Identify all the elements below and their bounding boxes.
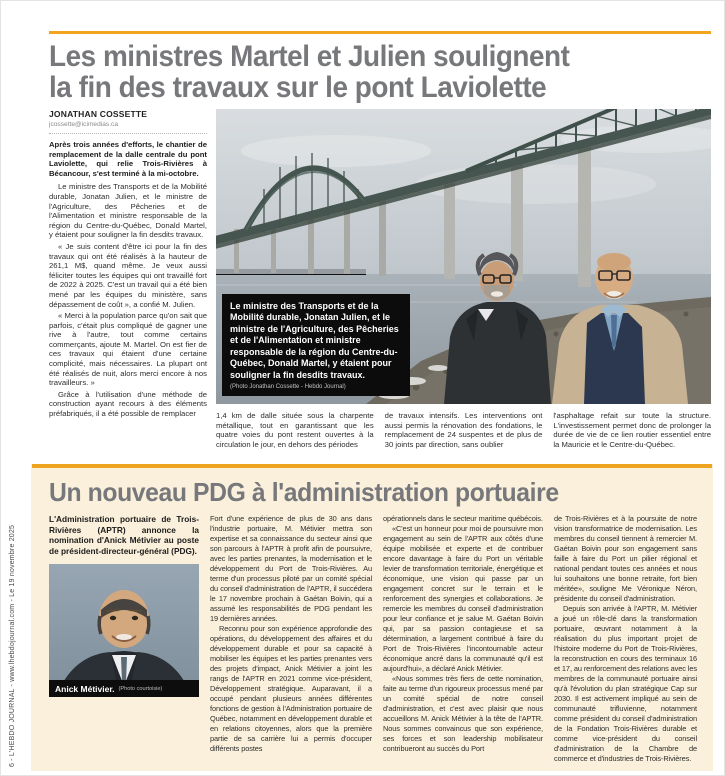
- article2-paragraph: «C'est un honneur pour moi de poursuivre mon engagement au sein de l'APTR aux côtés d'une équipe mobilisée et experte et de contribuer encore davantage à faire du Port un véritable levier de transformation territoriale, énergétique et économique, une vision qui passe par un engagement concret sur le terrain et le renforcement des synergies et collaborations. Je remercie les membres du conseil d'administration pour leur confiance et je salue M. Gaétan Boivin qui, par sa passion contagieuse et sa détermination, a largement contribué à faire du Port de Trois-Rivières l'incontournable acteur économique ancré dans la communauté qu'il est aujourd'hui», a déclaré Anick Métivier.: [383, 524, 543, 673]
- article1-lead: Après trois années d'efforts, le chantier de remplacement de la dalle centrale du pont Laviolette, qui relie Trois-Rivières à Bécancour, s'est terminé à la mi-octobre.: [49, 140, 207, 178]
- article1-bottom-columns: [216, 411, 711, 449]
- orange-rule-top: [49, 31, 711, 34]
- article1-paragraph: « Je suis content d'être ici pour la fin des travaux qui ont été réalisés à la hauteur de 261,1 M$, quand même. Je veux aussi féliciter toutes les équipes qui ont travaillé fort de 2022 à 2025. C'est un travail qui a été bien mené par les équipes du ministère, sans dépassement de coût », a confié M. Julien.: [49, 241, 207, 309]
- article1-left-column: [49, 109, 207, 421]
- article2-column-3: [383, 514, 543, 764]
- byline: JONATHAN COSSETTE: [49, 109, 148, 119]
- bottom-column-3: l'asphaltage refait sur toute la structure. L'investissement permet donc de prolonger la durée de vie de ce lien routier essentiel entre la Mauricie et le Centre-du-Québec.: [553, 411, 712, 449]
- article1-paragraph: Grâce à l'utilisation d'une méthode de construction ayant recours à des éléments préfabriqués, il a été possible de remplacer: [49, 389, 207, 419]
- article1-paragraph: Le ministre des Transports et de la Mobilité durable, Jonatan Julien, et le ministre de l'Agriculture, des Pêcheries et de l'Alimentation et ministre responsable de la région du Centre-du-Québec, Donald Martel, y étaient pour souligner la fin desdits travaux.: [49, 182, 207, 240]
- portrait-name: Anick Métivier.: [55, 683, 115, 694]
- article2-paragraph: Fort d'une expérience de plus de 30 ans dans l'industrie portuaire, M. Métivier mettra son expertise et sa connaissance du secteur ainsi que son parcours à l'APTR à profit afin de poursuivre, avec les parties prenantes, la modernisation et le développement du Port de Trois-Rivières. Au terme d'un processus piloté par un comité spécial du conseil d'administration de l'APTR, il succédera le 17 novembre prochain à Gaétan Boivin, qui a assumé les responsabilités de PDG pendant les 19 dernières années.: [210, 514, 372, 623]
- article2-paragraph: «Nous sommes très fiers de cette nomination, faite au terme d'un rigoureux processus mené par un comité spécial de notre conseil d'administration, et c'est avec plaisir que nous accueillons M. Anick Métivier à la tête de l'APTR. Nous sommes convaincus que son expérience, ses forces et son leadership mobilisateur contribueront au succès du Port: [383, 674, 543, 753]
- article2-paragraph: Depuis son arrivée à l'APTR, M. Métivier a joué un rôle-clé dans la transformation portuaire, œuvrant notamment à la réalisation du plus important projet de l'histoire moderne du Port de Trois-Rivières, la reconstruction en cours des terminaux 16 et 17, au renforcement des relations avec les membres de la communauté portuaire ainsi qu'à l'évolution du plan stratégique Cap sur 2030. Il est activement impliqué au sein de communauté trifluvienne, notamment comme président du conseil d'administration de la Fondation Trois-Rivières durable et comme vice-président du conseil d'administration de la Chambre de commerce et d'industries de Trois-Rivières.: [554, 604, 697, 763]
- article2-column-1: [49, 514, 199, 764]
- article-port-pdg: [9, 464, 713, 771]
- portrait-photo: [49, 564, 199, 697]
- article2-headline: [49, 478, 697, 506]
- article2-headline-text: Un nouveau PDG à l'administration portuaire: [49, 477, 559, 507]
- article1-headline: [49, 41, 711, 103]
- page-edge-folio: 6 - L'HEBDO JOURNAL - www.lhebdojournal.com - Le 19 novembre 2025: [9, 524, 16, 767]
- article2-column-4: [554, 514, 697, 764]
- photo-caption-text: Le ministre des Transports et de la Mobilité durable, Jonatan Julien, et le ministre de l'Agriculture, des Pêcheries et de l'Alimentation et ministre responsable de la région du Centre-du-Québec, Donald Martel, y étaient pour souligner la fin desdits travaux.: [230, 300, 399, 380]
- photo-caption-box: [222, 294, 410, 397]
- portrait-illustration: [49, 564, 199, 697]
- author-email: jcossette@icimedias.ca: [49, 121, 118, 128]
- portrait-caption: [49, 680, 199, 697]
- article2-paragraph: opérationnels dans le secteur maritime québécois.: [383, 514, 543, 523]
- portrait-credit: (Photo courtoisie): [118, 685, 163, 692]
- article1-paragraph: « Merci à la population parce qu'on sait que parfois, c'était plus compliqué de gagner une rive à l'autre, tout comme certains commerçants, ajoute M. Martel. On est fier de ces travaux qui étaient d'une certaine complicité, mais nécessaires. La plupart ont été réalisés de nuit, alors merci encore à nos travailleurs. »: [49, 311, 207, 388]
- bottom-column-1: 1,4 km de dalle située sous la charpente métallique, tout en garantissant que les quatre voies du pont restent ouvertes à la circulation le jour, en dehors des périodes: [216, 411, 374, 449]
- article2-paragraph: Reconnu pour son expérience approfondie des opérations, du développement des affaires et du développement durable et pour sa capacité à mobiliser les équipes et les parties prenantes vers des projets d'impact, Anick Métivier a joint les rangs de l'APTR en 2021 comme vice-président, Développement stratégique. Auparavant, il a occupé pendant plusieurs années différentes fonctions de gestion à l'Administration portuaire de Québec, notamment en développement durable et en relations citoyennes, alors que la première partie de sa carrière lui a permis d'occuper différents postes: [210, 624, 372, 753]
- photo-credit: (Photo Jonathan Cossette - Hebdo Journal): [230, 384, 346, 390]
- bottom-column-2: de travaux intensifs. Les interventions ont aussi permis la rénovation des fondations, le remplacement de 24 suspentes et de plus de 30 joints par direction, sans oublier: [384, 411, 543, 449]
- article2-paragraph: de Trois-Rivières et à la poursuite de notre vision transformatrice de modernisation. Les membres du conseil tiennent à remercier M. Gaétan Boivin pour son engagement sans faille à faire du Port un pilier régional et national pendant toutes ces années et nous lui souhaitons une bonne retraite, fort bien méritée», souligne Me Véronique Néron, présidente du conseil d'administration.: [554, 514, 697, 603]
- article-bridge: [49, 31, 711, 449]
- article2-lead: L'Administration portuaire de Trois-Rivières (APTR) annonce la nomination d'Anick Métivier au poste de président-directeur-général (PDG).: [49, 514, 199, 556]
- headline-line-1: Les ministres Martel et Julien soulignent: [49, 40, 570, 73]
- bridge-photo: [216, 109, 711, 404]
- headline-line-2: la fin des travaux sur le pont Laviolette: [49, 71, 547, 104]
- byline-divider: [49, 133, 207, 134]
- article2-column-2: [210, 514, 372, 764]
